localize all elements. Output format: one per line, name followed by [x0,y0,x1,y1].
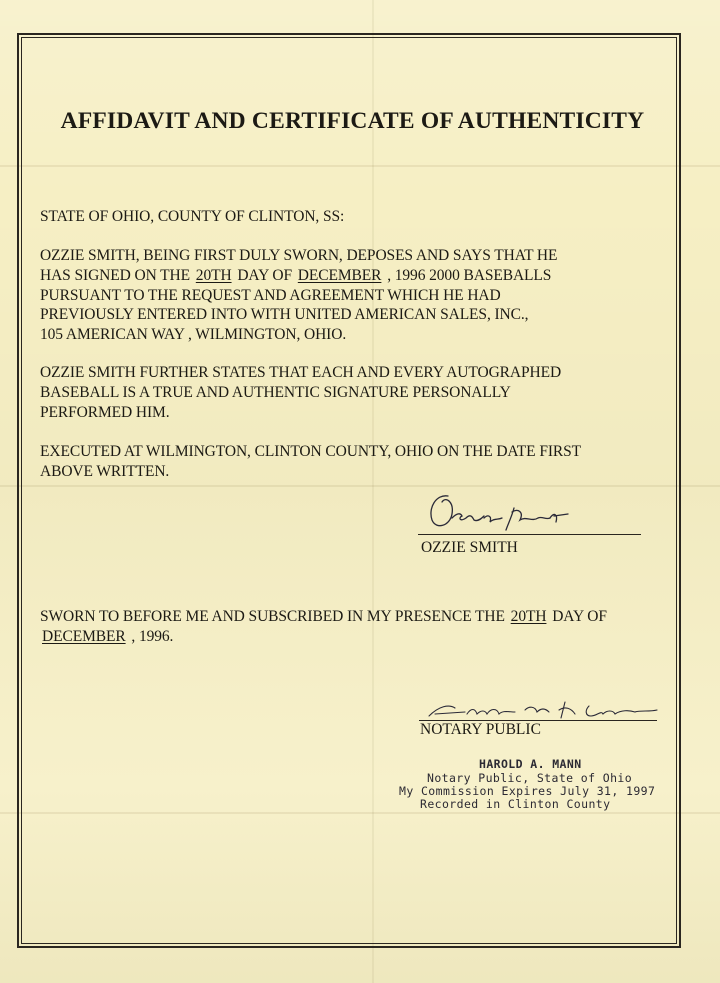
para1-line4: PREVIOUSLY ENTERED INTO WITH UNITED AMERICAN SALES, INC., [40,306,529,323]
venue-line: STATE OF OHIO, COUNTY OF CLINTON, SS: [40,208,345,225]
notary-stamp-title: Notary Public, State of Ohio [427,771,633,785]
para3-line1: EXECUTED AT WILMINGTON, CLINTON COUNTY, OHIO ON THE DATE FIRST [40,443,582,460]
para1-line2 [40,266,551,286]
para1-text: DAY OF [237,267,293,284]
para2-line3: PERFORMED HIM. [40,404,170,421]
jurat-line2 [40,627,173,647]
notary-stamp-county: Recorded in Clinton County [420,797,611,811]
jurat-day: 20TH [510,608,547,625]
signer-signature-line [418,534,641,535]
para1-text: , 1996 2000 BASEBALLS [387,267,552,284]
notary-stamp-commission: My Commission Expires July 31, 1997 [399,784,656,798]
notary-stamp-name: HAROLD A. MANN [479,757,582,771]
jurat-line1 [40,607,607,627]
jurat-text: DAY OF [552,608,607,625]
para1-text: HAS SIGNED ON THE [40,267,191,284]
notary-label: NOTARY PUBLIC [420,721,541,738]
signing-month: DECEMBER [297,267,382,284]
jurat-text: , 1996. [131,628,174,645]
jurat-month: DECEMBER [42,628,126,645]
document-title: AFFIDAVIT AND CERTIFICATE OF AUTHENTICITY [60,108,645,134]
jurat-text: SWORN TO BEFORE ME AND SUBSCRIBED IN MY PRESENCE THE [40,608,505,625]
para1-line5: 105 AMERICAN WAY , WILMINGTON, OHIO. [40,326,347,343]
para1-line3: PURSUANT TO THE REQUEST AND AGREEMENT WHICH HE HAD [40,287,501,304]
para2-line2: BASEBALL IS A TRUE AND AUTHENTIC SIGNATURE PERSONALLY [40,384,511,401]
ozzie-smith-signature [422,488,582,538]
para2-line1: OZZIE SMITH FURTHER STATES THAT EACH AND EVERY AUTOGRAPHED [40,364,562,381]
signer-name: OZZIE SMITH [421,539,518,556]
para1-line1: OZZIE SMITH, BEING FIRST DULY SWORN, DEPOSES AND SAYS THAT HE [40,247,558,264]
signing-day: 20TH [195,267,232,284]
para3-line2: ABOVE WRITTEN. [40,463,170,480]
